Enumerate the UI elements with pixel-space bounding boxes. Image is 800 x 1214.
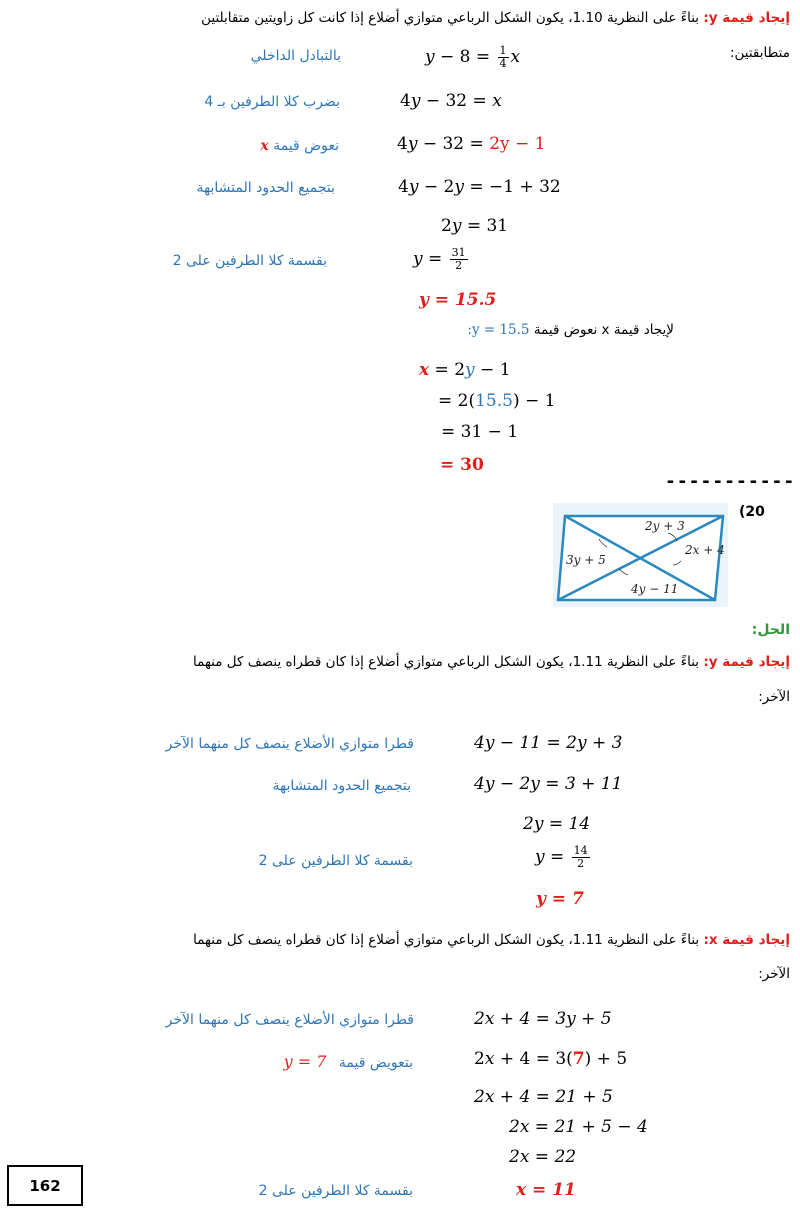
step-note: بتجميع الحدود المتشابهة	[196, 180, 335, 196]
angle-label: 2x + 4	[685, 543, 725, 557]
x-rhs: 2y − 1	[454, 360, 511, 380]
equation: 2x = 22	[509, 1147, 577, 1167]
step-note: بتعويض قيمة y = 7	[283, 1052, 413, 1071]
step-note: بقسمة كلا الطرفين على 2	[258, 1183, 413, 1199]
step-note: قطرا متوازي الأضلاع ينصف كل منهما الآخر	[165, 736, 414, 752]
equation: 4y − 2y = −1 + 32	[398, 177, 561, 197]
angle-label: 3y + 5	[566, 553, 606, 567]
step-note: قطرا متوازي الأضلاع ينصف كل منهما الآخر	[165, 1012, 414, 1028]
step-note: بقسمة كلا الطرفين على 2	[258, 853, 413, 869]
equation: 4y − 11 = 2y + 3	[474, 733, 623, 753]
equation: 2x + 4 = 3y + 5	[474, 1009, 612, 1029]
equation: y = $\frac{31}{2}$	[413, 246, 466, 272]
equation: 4y − 32 = 2y − 1	[397, 134, 546, 154]
equation: 2x + 4 = 21 + 5	[474, 1087, 613, 1107]
step-note: بضرب كلا الطرفين بـ 4	[204, 94, 340, 110]
equation: y = $\frac{14}{2}$	[535, 844, 588, 870]
parallelogram-diagram	[553, 503, 728, 607]
y2-intro-line2: الآخر:	[758, 689, 790, 705]
y2-intro-text: بناءً على النظرية 1.11، يكون الشكل الرباعي متوازي أضلاع إذا كان قطراه ينصف كل منهما	[193, 654, 700, 670]
y-heading: إيجاد قيمة y:	[703, 10, 790, 26]
x-result: = 30	[440, 455, 484, 475]
x-step: = 31 − 1	[441, 422, 519, 442]
y-intro-line1	[201, 10, 790, 26]
equation: 4y − 2y = 3 + 11	[474, 774, 623, 794]
angle-label: 2y + 3	[645, 519, 685, 533]
x2-intro-line2: الآخر:	[758, 966, 790, 982]
step-note: بقسمة كلا الطرفين على 2	[172, 253, 327, 269]
angle-label: 4y − 11	[631, 582, 679, 596]
y2-heading: إيجاد قيمة y:	[703, 654, 790, 670]
y2-intro-line1	[193, 654, 790, 670]
x2-result: x = 11	[516, 1180, 576, 1200]
y-intro-line2: متطابقتين:	[729, 45, 790, 61]
y-result: y = 15.5	[419, 290, 497, 310]
equation: y − 8 = $\frac{1}{4}$ x	[425, 44, 521, 70]
x-step: = 2(15.5) − 1	[438, 391, 556, 411]
x2-heading: إيجاد قيمة x:	[703, 932, 790, 948]
x2-intro-text: بناءً على النظرية 1.11، يكون الشكل الرباعي متوازي أضلاع إذا كان قطراه ينصف كل منهما	[193, 932, 700, 948]
x2-intro-line1	[193, 932, 790, 948]
fraction: $\frac{31}{2}$	[451, 246, 466, 272]
separator: -----------	[665, 471, 796, 492]
parallelogram-figure	[553, 503, 728, 607]
equation: 2x + 4 = 3(7) + 5	[474, 1049, 628, 1069]
equation: 2y = 31	[441, 216, 509, 236]
y2-result: y = 7	[536, 889, 584, 909]
x-equation: x = 2y − 1	[419, 360, 511, 380]
solution-label: الحل:	[751, 622, 790, 638]
substituted-expression: 2y − 1	[489, 134, 546, 154]
equation: 2x = 21 + 5 − 4	[509, 1117, 648, 1137]
problem-number: (20	[739, 504, 765, 520]
substitution-instruction: لإيجاد قيمة x نعوض قيمة y = 15.5:	[467, 322, 674, 338]
step-note: بالتبادل الداخلي	[250, 48, 341, 64]
step-note: بتجميع الحدود المتشابهة	[272, 778, 411, 794]
page-number: 162	[7, 1165, 83, 1206]
y-intro-text: بناءً على النظرية 1.10، يكون الشكل الرباعي متوازي أضلاع إذا كانت كل زاويتين متقابلتين	[201, 10, 700, 26]
fraction: $\frac{1}{4}$	[499, 44, 507, 70]
fraction: $\frac{14}{2}$	[573, 844, 588, 870]
equation: 2y = 14	[523, 814, 591, 834]
equation: 4y − 32 = x	[400, 91, 502, 111]
step-note: نعوض قيمة x	[260, 138, 339, 154]
